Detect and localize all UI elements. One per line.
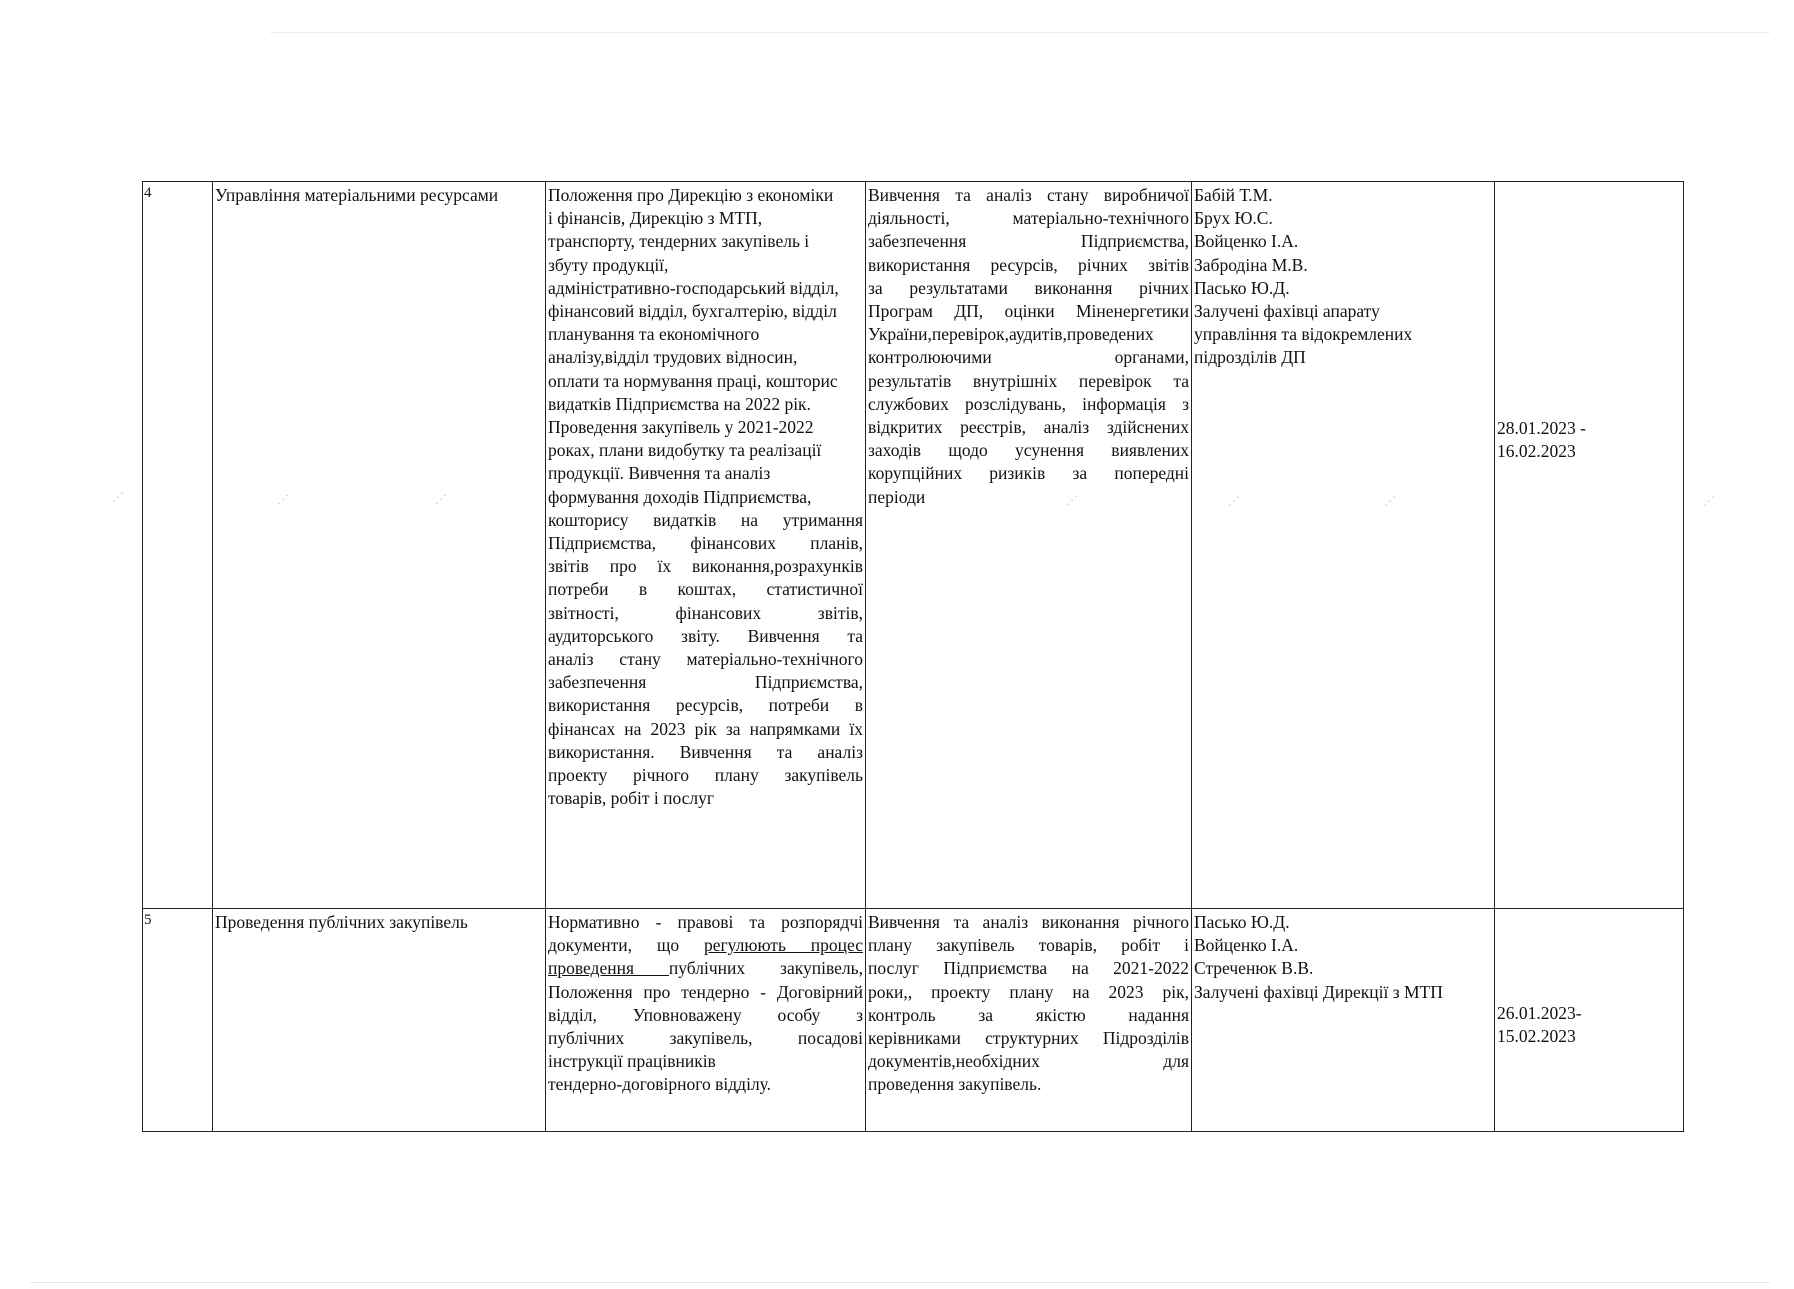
text-line: використання. Вивчення та аналіз xyxy=(548,741,863,762)
text-line: Залучені фахівці Дирекції з МТП xyxy=(1194,981,1443,1002)
audit-content-cell xyxy=(866,182,1192,909)
text-line: публічних закупівель, посадові xyxy=(548,1028,863,1049)
text-line: звітності, фінансових звітів, xyxy=(548,602,863,623)
dates-cell xyxy=(1495,909,1684,1132)
text-line: планування та економічного xyxy=(548,324,760,345)
text-line: періоди xyxy=(868,486,926,507)
row-number: 4 xyxy=(143,182,213,909)
text-line: контролюючими органами, xyxy=(868,347,1189,368)
date-start: 28.01.2023 - xyxy=(1497,418,1586,438)
text-line: послуг Підприємства на 2021-2022 xyxy=(868,958,1189,979)
text-line: потреби в коштах, статистичної xyxy=(548,579,863,600)
text-line: продукції. Вивчення та аналіз xyxy=(548,463,771,484)
text-line: України,перевірок,аудитів,проведених xyxy=(868,324,1154,345)
person-name: Забродіна М.В. xyxy=(1194,254,1308,275)
text-line: збуту продукції, xyxy=(548,254,669,275)
text-line: аудиторського звіту. Вивчення та xyxy=(548,625,863,646)
documents-cell xyxy=(546,909,866,1132)
audit-content-cell xyxy=(866,909,1192,1132)
text-line: Нормативно - правові та розпорядчі xyxy=(548,912,863,932)
date-end: 15.02.2023 xyxy=(1497,1026,1576,1047)
person-name: Стреченюк В.В. xyxy=(1194,958,1314,979)
responsible-persons-cell xyxy=(1192,909,1495,1132)
date-start: 26.01.2023- xyxy=(1497,1003,1582,1023)
text-line: роках, плани видобутку та реалізації xyxy=(548,440,822,461)
scan-speck: ⋰ xyxy=(277,492,289,506)
text-line: контроль за якістю надання xyxy=(868,1004,1189,1025)
scan-speck: ⋰ xyxy=(112,490,124,504)
text-line: відділ, Уповноважену особу з xyxy=(548,1004,863,1025)
text-line: результатів внутрішніх перевірок та xyxy=(868,370,1189,391)
documents-cell xyxy=(546,182,866,909)
text-line: документи, що регулюють процес xyxy=(548,935,864,956)
text-line: товарів, робіт і послуг xyxy=(548,788,715,809)
audit-area: Управління матеріальними ресурсами xyxy=(213,182,546,909)
page-edge-bottom xyxy=(30,1282,1770,1283)
text-line: і фінансів, Дирекцію з МТП, xyxy=(548,208,763,229)
text-line: аналіз стану матеріально-технічного xyxy=(548,649,863,670)
text-line: використання ресурсів, річних звітів xyxy=(868,254,1189,275)
text-line: проекту річного плану закупівель xyxy=(548,765,863,786)
text-line: аналізу,відділ трудових відносин, xyxy=(548,347,798,368)
text-line: транспорту, тендерних закупівель і xyxy=(548,231,810,252)
text-line: Положення про тендерно - Договірний xyxy=(548,981,863,1002)
text-line: звітів про їх виконання,розрахунків xyxy=(548,556,863,577)
text-line: фінансах на 2023 рік за напрямками їх xyxy=(548,718,863,739)
person-name: Войценко І.А. xyxy=(1194,231,1299,252)
date-end: 16.02.2023 xyxy=(1497,441,1576,462)
text-line: Залучені фахівці апарату xyxy=(1194,301,1380,322)
text-line: Проведення закупівель у 2021-2022 xyxy=(548,417,814,438)
text-line: відкритих реєстрів, аналіз здійснених xyxy=(868,417,1189,438)
scan-speck: ⋰ xyxy=(1228,494,1240,508)
text-line: документів,необхідних для xyxy=(868,1051,1189,1072)
text-line: роки,, проекту плану на 2023 рік, xyxy=(868,981,1189,1002)
text-line: Вивчення та аналіз стану виробничої xyxy=(868,185,1189,205)
person-name: Брух Ю.С. xyxy=(1194,208,1273,229)
text-line: Підприємства, фінансових планів, xyxy=(548,533,863,554)
person-name: Бабій Т.М. xyxy=(1194,185,1273,205)
text-line: проведення закупівель. xyxy=(868,1074,1042,1095)
text-line: фінансовий відділ, бухгалтерію, відділ xyxy=(548,301,837,322)
text-line: Програм ДП, оцінки Міненергетики xyxy=(868,301,1189,322)
person-name: Войценко І.А. xyxy=(1194,935,1299,956)
text-line: видатків Підприємства на 2022 рік. xyxy=(548,393,811,414)
text-line: за результатами виконання річних xyxy=(868,277,1189,298)
dates-cell xyxy=(1495,182,1684,909)
text-line: оплати та нормування праці, кошторис xyxy=(548,370,838,391)
scan-speck: ⋰ xyxy=(435,492,447,506)
table-row xyxy=(143,182,1684,909)
text-line: управління та відокремлених xyxy=(1194,324,1413,345)
person-name: Пасько Ю.Д. xyxy=(1194,912,1290,932)
text-line: кошторису видатків на утримання xyxy=(548,509,863,530)
text-line: корупційних ризиків за попередні xyxy=(868,463,1189,484)
text-line: інструкції працівників xyxy=(548,1051,716,1072)
audit-plan-table xyxy=(142,181,1684,1132)
text-line: Вивчення та аналіз виконання річного xyxy=(868,912,1189,932)
text-line: службових розслідувань, інформація з xyxy=(868,393,1189,414)
text-line: забезпечення Підприємства, xyxy=(548,672,863,693)
text-line: використання ресурсів, потреби в xyxy=(548,695,863,716)
row-number: 5 xyxy=(143,909,213,1132)
table-row xyxy=(143,909,1684,1132)
text-line: адміністративно-господарський відділ, xyxy=(548,277,839,298)
text-line: проведення публічних закупівель, xyxy=(548,958,863,979)
text-line: тендерно-договірного відділу. xyxy=(548,1074,772,1095)
person-name: Пасько Ю.Д. xyxy=(1194,277,1290,298)
scan-speck: ⋰ xyxy=(1384,494,1396,508)
text-line: забезпечення Підприємства, xyxy=(868,231,1189,252)
audit-area: Проведення публічних закупівель xyxy=(213,909,546,1132)
text-line: формування доходів Підприємства, xyxy=(548,486,812,507)
page-edge-top xyxy=(270,32,1770,33)
text-line: діяльності, матеріально-технічного xyxy=(868,208,1189,229)
responsible-persons-cell xyxy=(1192,182,1495,909)
text-line: керівниками структурних Підрозділів xyxy=(868,1028,1189,1049)
text-line: Положення про Дирекцію з економіки xyxy=(548,185,834,205)
scan-speck: ⋰ xyxy=(1703,494,1715,508)
text-line: плану закупівель товарів, робіт і xyxy=(868,935,1189,956)
text-line: заходів щодо усунення виявлених xyxy=(868,440,1189,461)
scan-speck: ⋰ xyxy=(1066,493,1078,507)
text-line: підрозділів ДП xyxy=(1194,347,1306,368)
